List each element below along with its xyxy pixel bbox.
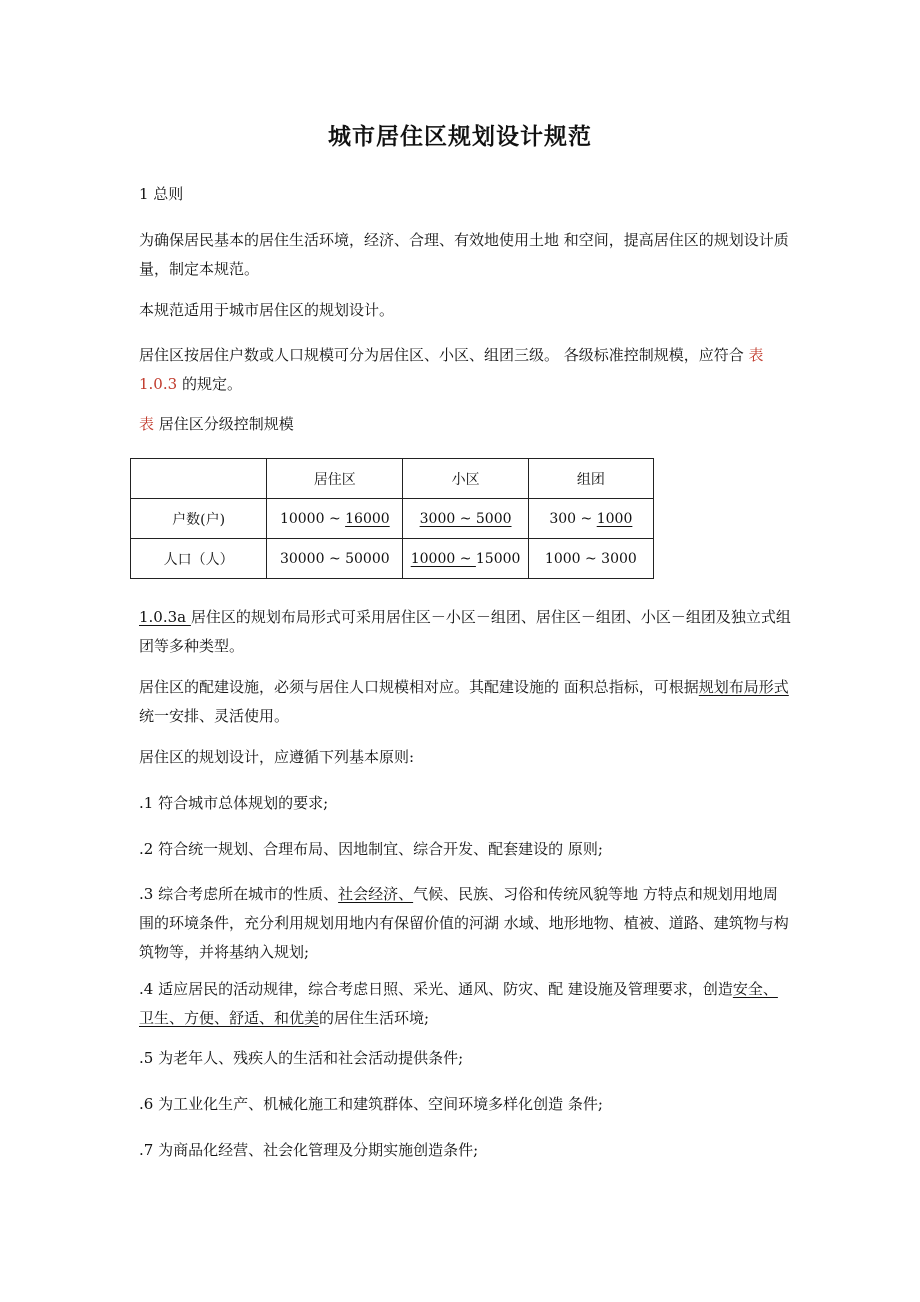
table-cell-part: 15000 bbox=[475, 550, 521, 567]
table-cell-underlined: 16000 bbox=[345, 510, 390, 527]
table-row-label: 户数(户) bbox=[131, 499, 267, 539]
paragraph-purpose: 为确保居民基本的居住生活环境，经济、合理、有效地使用土地 和空间，提高居住区的规划设计质量，制定本规范。 bbox=[139, 231, 789, 278]
principle-item-3 bbox=[139, 880, 791, 967]
paragraph-classification-end: 的规定。 bbox=[177, 375, 242, 393]
principle-item-1: .1 符合城市总体规划的要求; bbox=[139, 794, 329, 812]
paragraph-principles-intro: 居住区的规划设计，应遵循下列基本原则: bbox=[139, 748, 415, 766]
table-header-cell: 组团 bbox=[528, 459, 653, 499]
table-header-cell bbox=[131, 459, 267, 499]
paragraph-classification bbox=[139, 341, 791, 399]
principle-item-5: .5 为老年人、残疾人的生活和社会活动提供条件; bbox=[139, 1049, 464, 1067]
page-title: 城市居住区规划设计规范 bbox=[328, 124, 592, 150]
table-cell-underlined: 3000 ~ 5000 bbox=[419, 510, 512, 527]
table-cell: 30000 ~ 50000 bbox=[267, 539, 403, 579]
table-cell-part: 10000 ~ bbox=[279, 510, 346, 527]
paragraph-facilities-underlined: 规划布局形式 bbox=[698, 678, 789, 696]
table-row bbox=[131, 499, 654, 539]
table-caption bbox=[139, 410, 791, 439]
table-caption-label: 表 bbox=[139, 415, 155, 433]
section-heading: 1 总则 bbox=[139, 185, 184, 203]
paragraph-layout-forms bbox=[139, 603, 791, 661]
scale-table bbox=[130, 458, 654, 579]
paragraph-layout-forms-text: 居住区的规划布局形式可采用居住区－小区－组团、居住区－组团、小区－组团及独立式组团等多种类型。 bbox=[139, 608, 791, 655]
table-row bbox=[131, 539, 654, 579]
principle-item-4 bbox=[139, 975, 791, 1033]
paragraph-facilities bbox=[139, 673, 791, 731]
table-header-cell: 小区 bbox=[403, 459, 528, 499]
table-header-cell: 居住区 bbox=[267, 459, 403, 499]
principle-item-3-text: .3 综合考虑所在城市的性质、 bbox=[139, 885, 339, 903]
paragraph-facilities-text: 居住区的配建设施，必须与居住人口规模相对应。其配建设施的 面积总指标，可根据 bbox=[139, 678, 699, 696]
table-cell: 1000 ~ 3000 bbox=[528, 539, 653, 579]
paragraph-facilities-end: 统一安排、灵活使用。 bbox=[139, 707, 290, 725]
table-cell bbox=[403, 499, 528, 539]
table-caption-text: 居住区分级控制规模 bbox=[154, 415, 294, 433]
table-cell bbox=[267, 499, 403, 539]
principle-item-2: .2 符合统一规划、合理布局、因地制宜、综合开发、配套建设的 原则; bbox=[139, 840, 603, 858]
table-reference-link[interactable]: 表 1.0.3 bbox=[139, 346, 764, 393]
paragraph-classification-text: 居住区按居住户数或人口规模可分为居住区、小区、组团三级。 各级标准控制规模，应符合 bbox=[139, 346, 749, 364]
principle-item-7: .7 为商品化经营、社会化管理及分期实施创造条件; bbox=[139, 1141, 479, 1159]
table-cell bbox=[528, 499, 653, 539]
principle-item-4-rest: 的居住生活环境; bbox=[319, 1009, 430, 1027]
table-cell-underlined: 1000 bbox=[596, 510, 633, 527]
principle-item-4-underlined: 安全、卫生、方便、舒适、和优美 bbox=[139, 980, 778, 1027]
table-row-label: 人口（人） bbox=[131, 539, 267, 579]
table-cell-underlined: 10000 ~ bbox=[410, 550, 476, 567]
principle-item-4-text: .4 适应居民的活动规律，综合考虑日照、采光、通风、防灾、配 建设施及管理要求，创造 bbox=[139, 980, 733, 998]
table-header-row bbox=[131, 459, 654, 499]
table-cell bbox=[403, 539, 528, 579]
clause-reference: 1.0.3a bbox=[139, 608, 191, 626]
paragraph-scope: 本规范适用于城市居住区的规划设计。 bbox=[139, 301, 395, 319]
principle-item-6: .6 为工业化生产、机械化施工和建筑群体、空间环境多样化创造 条件; bbox=[139, 1095, 603, 1113]
principle-item-3-rest: 气候、民族、习俗和传统风貌等地 方特点和规划用地周围的环境条件，充分利用规划用地内有保留价值的河湖 水域、地形地物、植被、道路、建筑物与构筑物等，并将基纳入规划; bbox=[139, 885, 789, 961]
table-cell-part: 300 ~ bbox=[549, 510, 597, 527]
principle-item-3-underlined: 社会经济、 bbox=[338, 885, 414, 903]
